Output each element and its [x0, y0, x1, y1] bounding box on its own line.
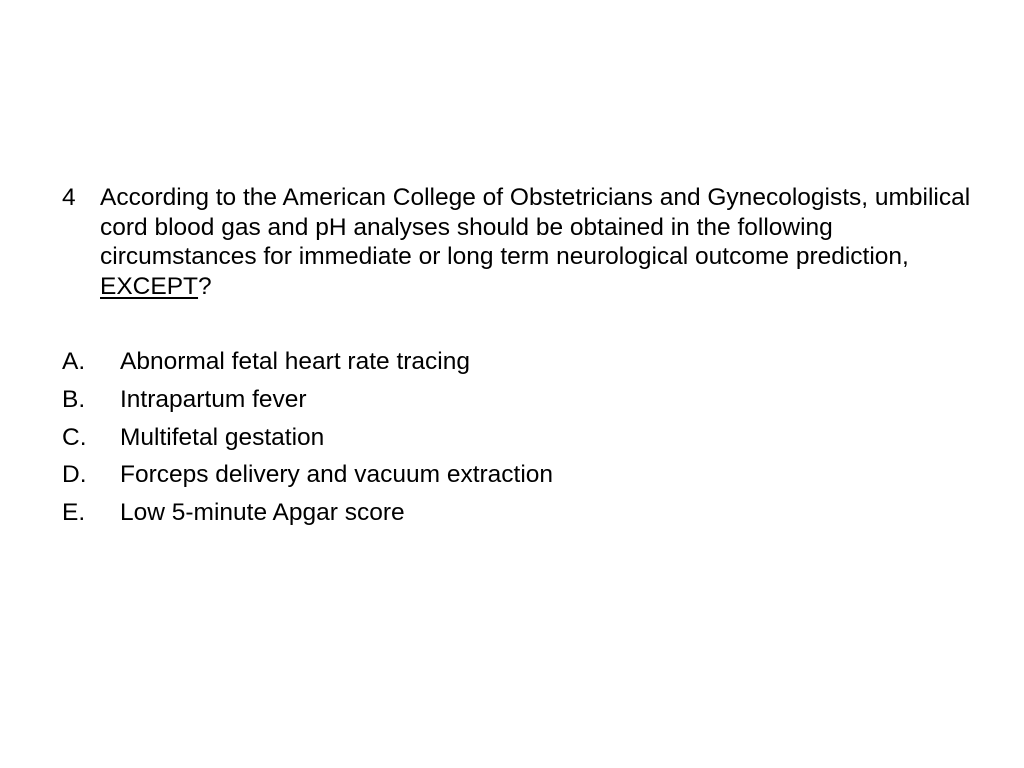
option-text: Low 5-minute Apgar score — [120, 499, 405, 527]
option-text: Multifetal gestation — [120, 423, 325, 451]
answer-option-d — [62, 459, 962, 497]
answer-option-c — [62, 422, 962, 460]
question-text-after: ? — [198, 272, 212, 300]
answer-option-a — [62, 346, 962, 384]
answer-option-e — [62, 497, 962, 535]
option-text: Abnormal fetal heart rate tracing — [120, 348, 470, 375]
option-letter: C. — [62, 423, 87, 451]
answer-options — [62, 346, 962, 535]
option-letter: A. — [62, 348, 86, 375]
option-text: Intrapartum fever — [120, 385, 307, 413]
question-block — [62, 183, 972, 301]
question-text-before: According to the American College of Obstetricians and Gynecologists, umbilical cord blood gas and pH analyses should be obtained in the following circumstances for immediate or long term neurological outcome prediction, — [100, 184, 971, 270]
option-letter: E. — [62, 499, 86, 527]
answer-option-b — [62, 384, 962, 422]
option-letter: B. — [62, 385, 86, 413]
question-except-word: EXCEPT — [100, 272, 199, 300]
question-number: 4 — [62, 184, 76, 211]
question-text — [100, 183, 972, 301]
option-text: Forceps delivery and vacuum extraction — [120, 461, 554, 489]
option-letter: D. — [62, 461, 87, 489]
